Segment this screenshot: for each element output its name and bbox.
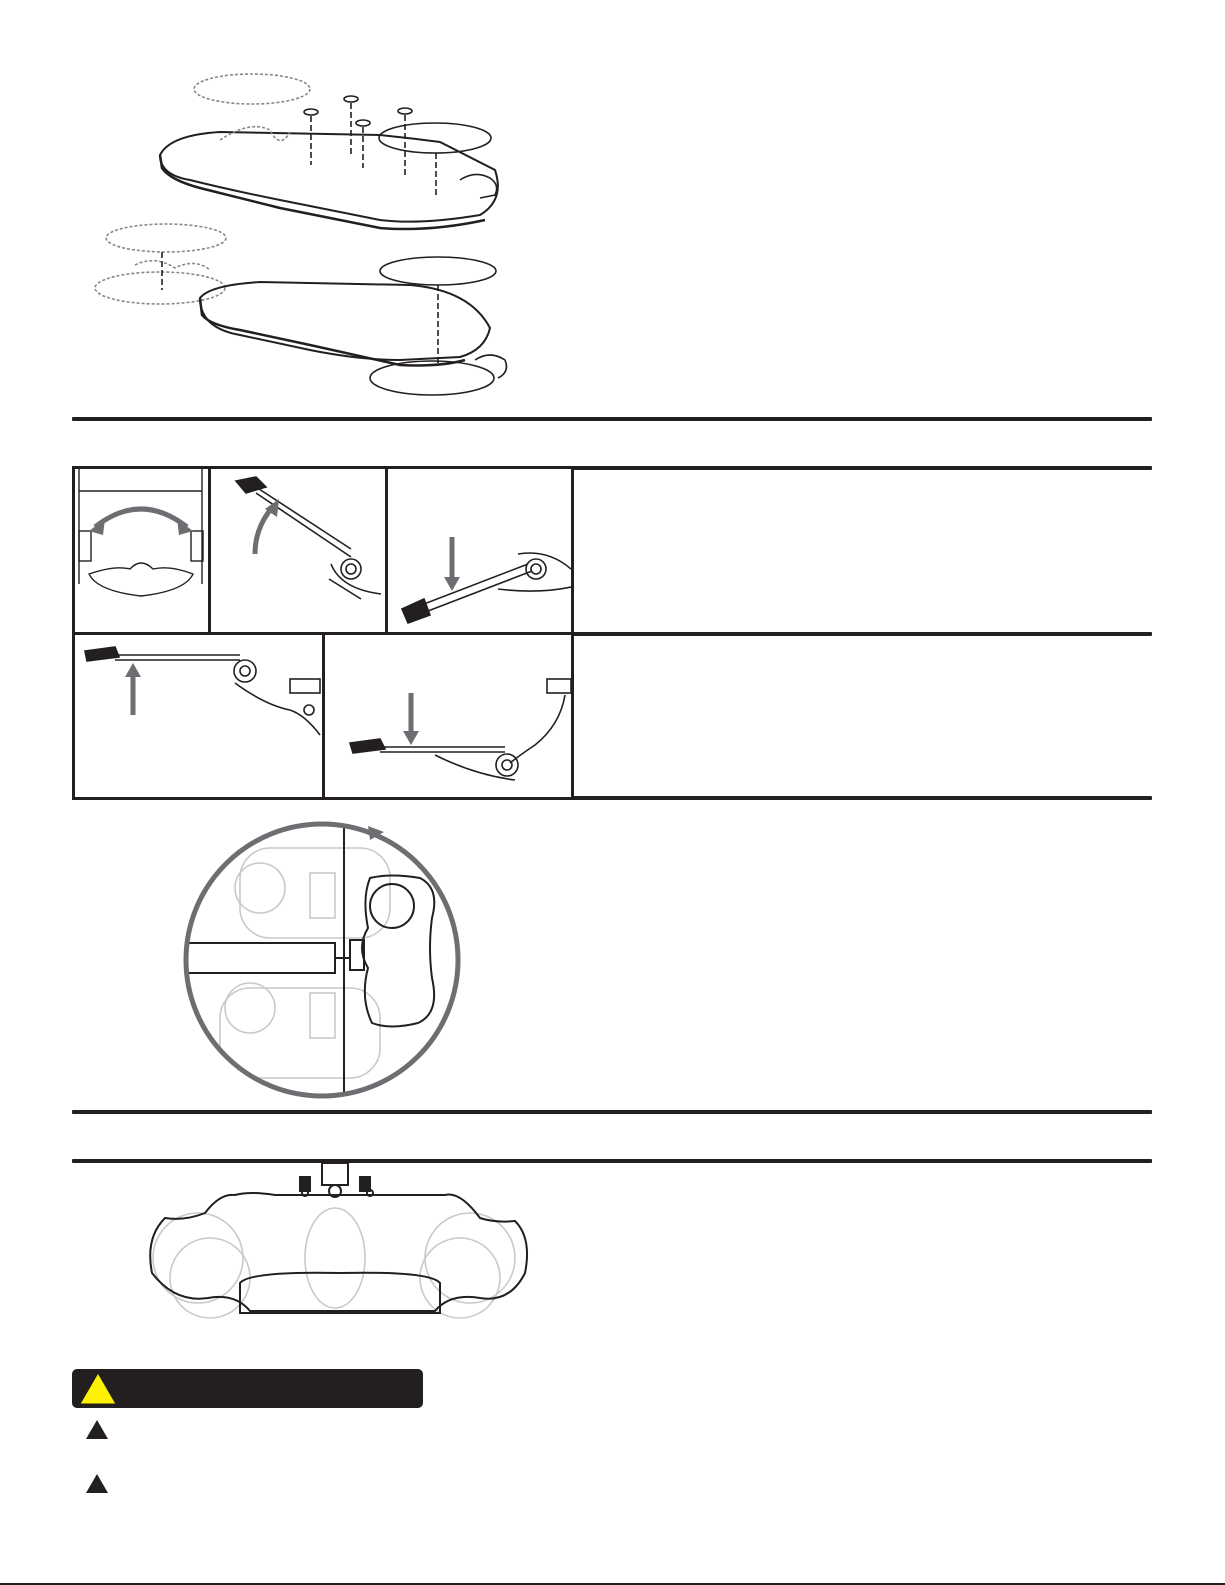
- tilt-up-arrow-icon: [211, 469, 385, 633]
- mouse-pad-positions-icon: [140, 1163, 530, 1333]
- warning-triangle-icon: [78, 1371, 118, 1407]
- lower-panel: [322, 632, 574, 800]
- swivel-panel: [72, 466, 211, 636]
- swivel-rotate-arrow-icon: [75, 469, 208, 633]
- rotation-figure: [180, 818, 465, 1103]
- triangle-bullet-icon: [86, 1420, 108, 1439]
- raise-arrow-icon: [75, 635, 322, 797]
- tilt-up-panel: [208, 466, 388, 636]
- warning-bar: [72, 1369, 423, 1408]
- tilt-down-panel: [385, 466, 574, 636]
- top-exploded-figure: [80, 60, 540, 410]
- tilt-down-arrow-icon: [388, 469, 571, 633]
- triangle-bullet-icon: [86, 1474, 108, 1493]
- section-divider-2: [72, 1110, 1152, 1114]
- mouse-positions-figure: [140, 1163, 530, 1333]
- raise-panel: [72, 632, 325, 800]
- keyboard-platform-exploded-icon: [80, 60, 540, 410]
- section-divider-1: [72, 417, 1152, 421]
- lower-arrow-icon: [325, 635, 571, 797]
- rotation-circle-icon: [180, 818, 465, 1103]
